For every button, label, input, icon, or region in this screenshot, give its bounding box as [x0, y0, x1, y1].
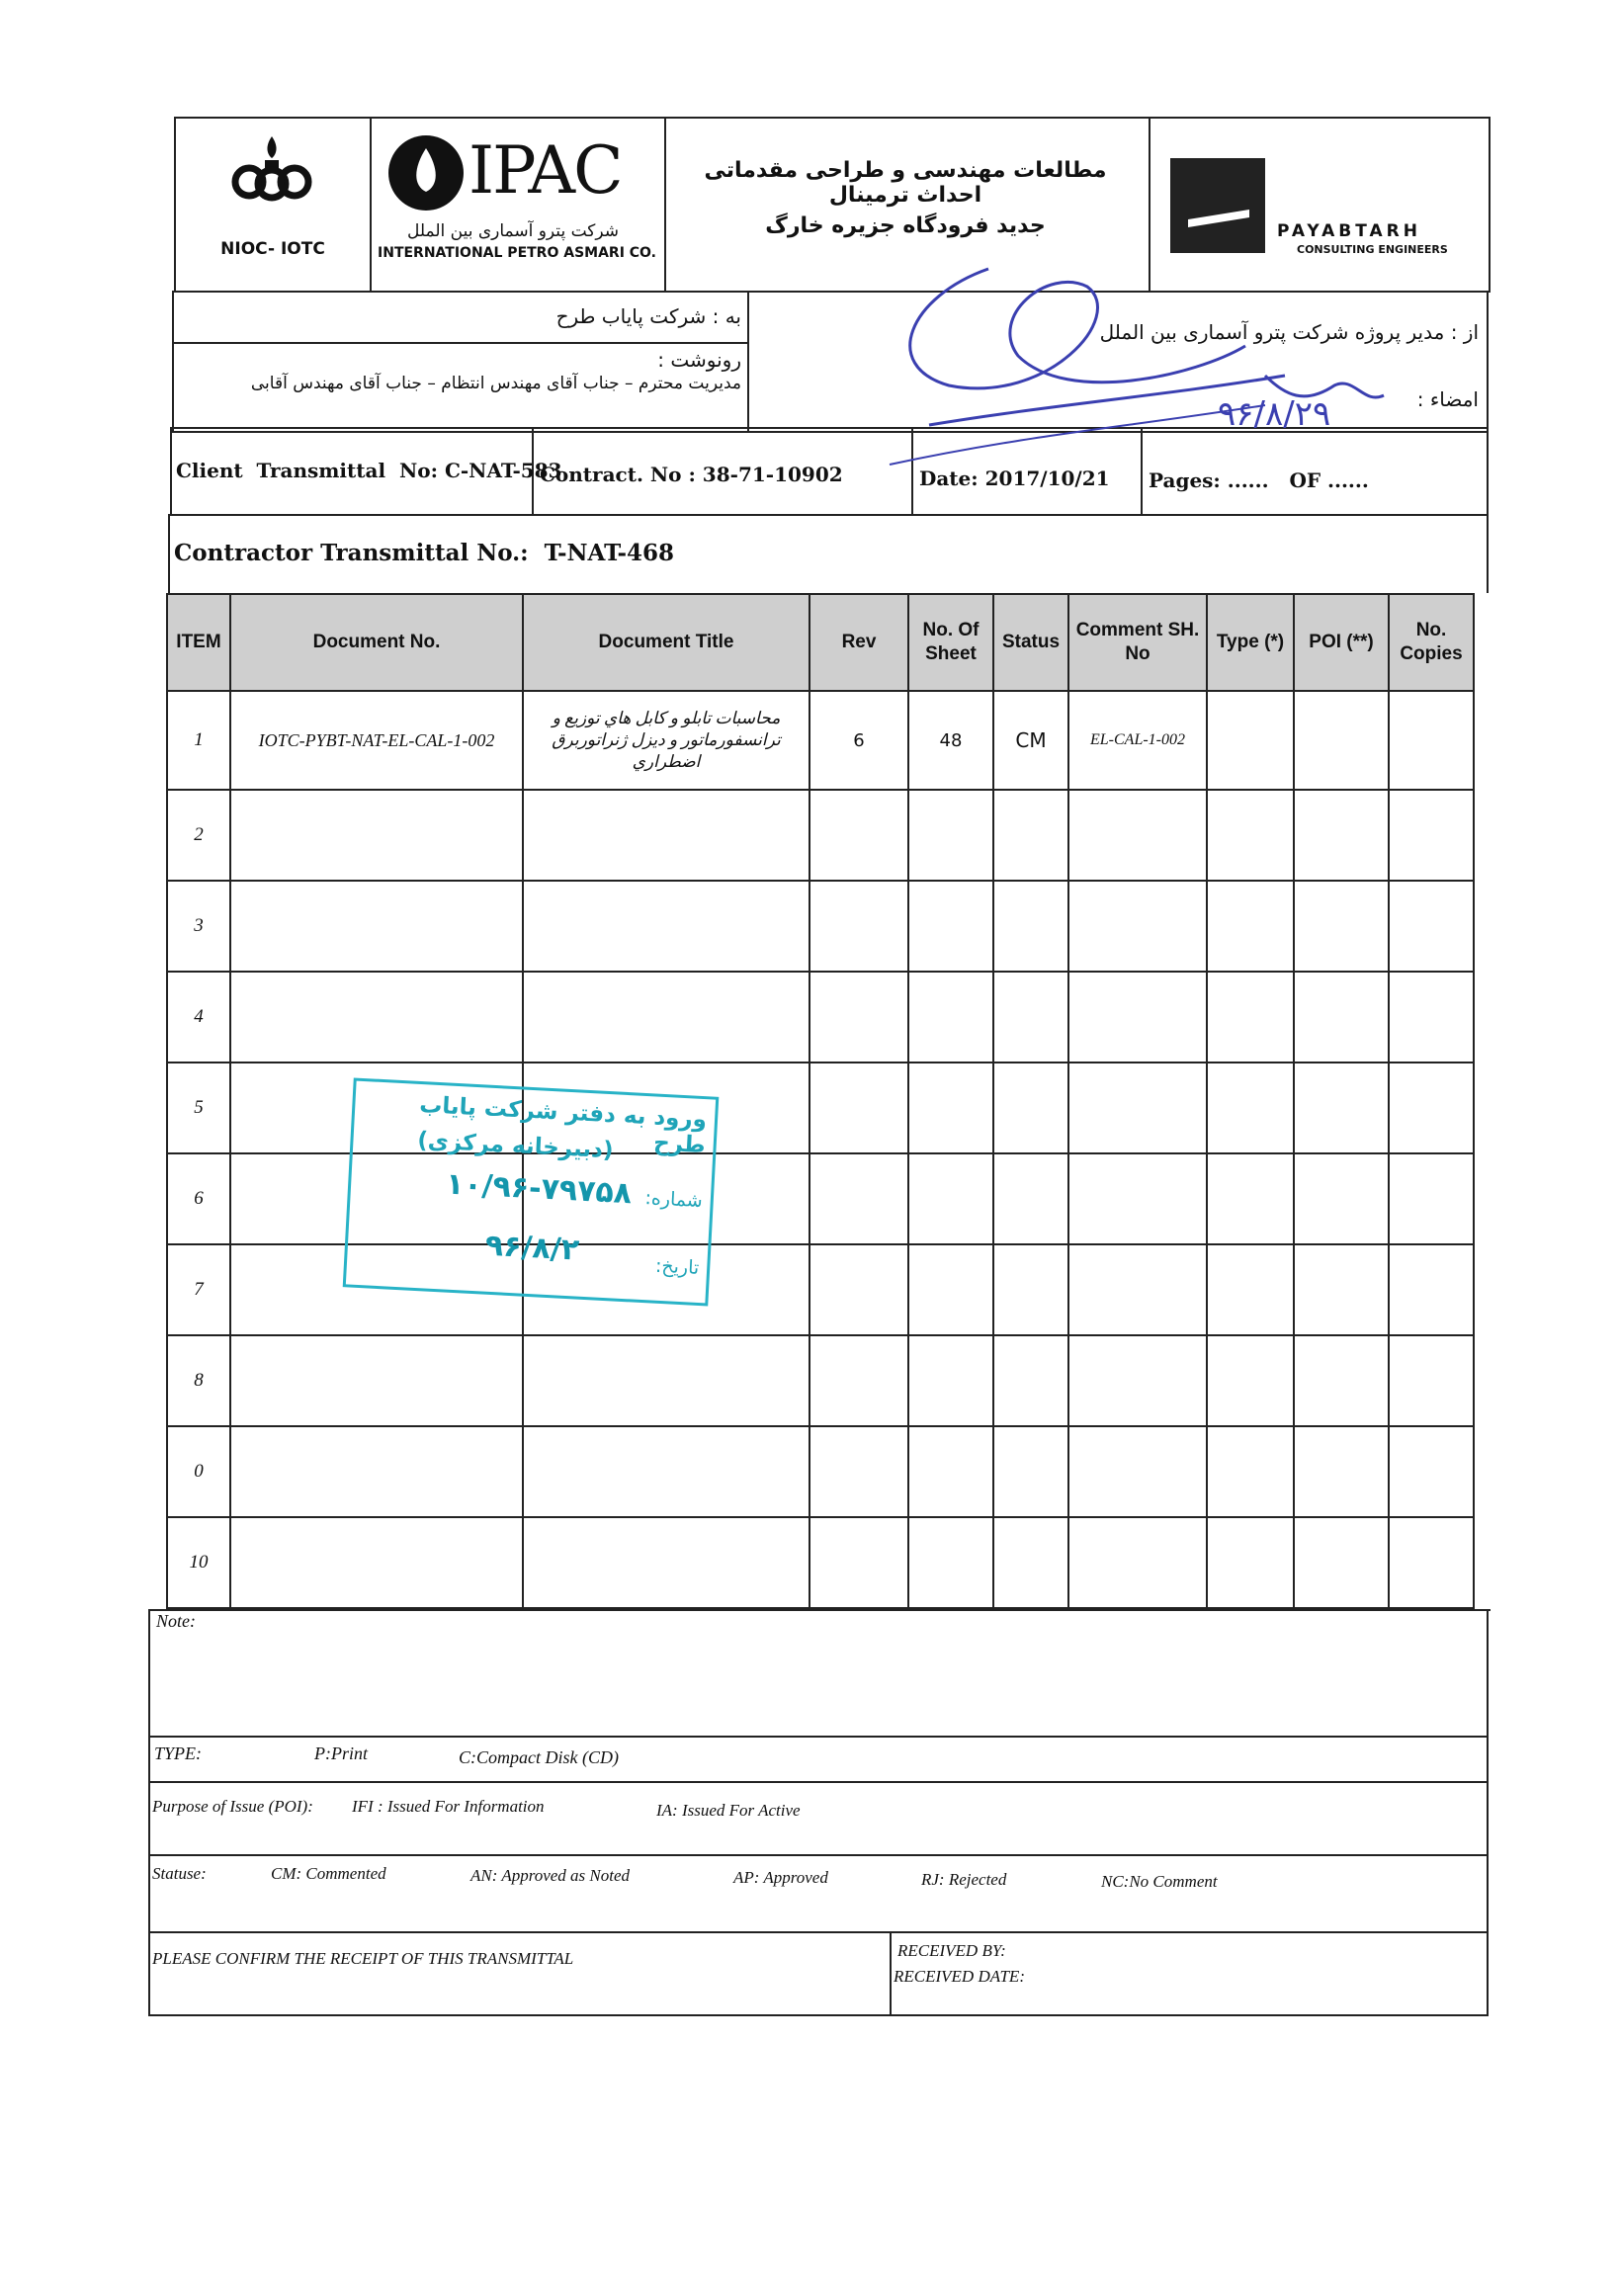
signature-label: امضاء :	[1416, 387, 1479, 411]
status-cm: CM: Commented	[271, 1864, 386, 1883]
type-compact-disk: C:Compact Disk (CD)	[459, 1747, 619, 1767]
status-rj: RJ: Rejected	[921, 1870, 1007, 1889]
table-row	[167, 1335, 1474, 1426]
client-transmittal-no: Client Transmittal No: C-NAT-583	[176, 459, 562, 482]
stamp-date-label: تاریخ:	[654, 1254, 700, 1279]
col-status: Status	[993, 594, 1068, 691]
row-item: 7	[167, 1244, 230, 1335]
row-item: 3	[167, 881, 230, 972]
row-item: 10	[167, 1517, 230, 1608]
type-label: TYPE:	[154, 1743, 203, 1763]
poi-ifi: IFI : Issued For Information	[352, 1797, 545, 1816]
payabtarh-subtitle: CONSULTING ENGINEERS	[1297, 243, 1448, 256]
svg-text:۹۶/۸/۲۹: ۹۶/۸/۲۹	[1218, 394, 1331, 434]
row-comment-sh: EL-CAL-1-002	[1068, 691, 1207, 790]
ipac-persian-name: شرکت پترو آسماری بین الملل	[406, 221, 619, 241]
transmittal-date: Date: 2017/10/21	[919, 467, 1110, 490]
row-poi	[1294, 691, 1389, 790]
row-item: 1	[167, 691, 230, 790]
col-no-copies: No. Copies	[1389, 594, 1474, 691]
note-label: Note:	[156, 1611, 196, 1631]
table-header-row	[167, 594, 1474, 691]
receipt-stamp	[343, 1077, 720, 1306]
col-item: ITEM	[167, 594, 230, 691]
ipac-drop-icon	[383, 130, 469, 215]
table-row	[167, 790, 1474, 881]
stamp-number-value: ۱۰/۹۶-۷۹۷۵۸	[445, 1166, 633, 1212]
row-document-no: IOTC-PYBT-NAT-EL-CAL-1-002	[230, 691, 523, 790]
stamp-number-label: شماره:	[644, 1187, 704, 1213]
col-rev: Rev	[810, 594, 908, 691]
ipac-logo-text: IPAC	[469, 132, 622, 209]
nioc-caption: NIOC- IOTC	[220, 239, 325, 259]
row-type	[1207, 691, 1294, 790]
status-ap: AP: Approved	[733, 1868, 828, 1887]
row-status: CM	[993, 691, 1068, 790]
contractor-transmittal-row	[168, 514, 1489, 593]
contractor-transmittal-no: Contractor Transmittal No.: T-NAT-468	[174, 540, 675, 566]
project-title-line1: مطالعات مهندسی و طراحی مقدماتی احداث ترمینال	[704, 158, 1107, 208]
col-no-of-sheet: No. Of Sheet	[908, 594, 993, 691]
notes-legend-section	[148, 1609, 1489, 2016]
row-sheets: 48	[908, 691, 993, 790]
nioc-logo-cell	[176, 119, 372, 291]
to-line: به : شرکت پایاب طرح	[555, 304, 741, 328]
row-item: 8	[167, 1335, 230, 1426]
type-print: P:Print	[314, 1743, 368, 1763]
payabtarh-name: PAYABTARH	[1277, 221, 1421, 241]
status-legend-label: Statuse:	[152, 1864, 207, 1883]
status-an: AN: Approved as Noted	[470, 1866, 631, 1885]
ipac-english-name: INTERNATIONAL PETRO ASMARI CO.	[378, 245, 656, 261]
cc-text: مدیریت محترم – جناب آقای مهندس انتظام – جناب آقای مهندس آقابی	[250, 374, 741, 393]
table-row	[167, 1517, 1474, 1608]
row-item: 5	[167, 1063, 230, 1153]
col-type: Type (*)	[1207, 594, 1294, 691]
col-document-title: Document Title	[523, 594, 810, 691]
table-row	[167, 972, 1474, 1063]
received-by-label: RECEIVED BY:	[897, 1941, 1006, 1960]
received-date-label: RECEIVED DATE:	[894, 1967, 1025, 1986]
stamp-line1: ورود به دفتر شرکت پایاب طرح	[418, 1092, 708, 1159]
row-item: 6	[167, 1153, 230, 1244]
ipac-logo-cell	[370, 119, 666, 291]
cc-label: رونوشت :	[657, 348, 741, 372]
table-row	[167, 881, 1474, 972]
table-row	[167, 1426, 1474, 1517]
nioc-logo-icon	[227, 132, 316, 210]
col-poi: POI (**)	[1294, 594, 1389, 691]
payabtarh-logo-icon	[1170, 158, 1265, 253]
poi-label: Purpose of Issue (POI):	[152, 1797, 313, 1816]
status-nc: NC:No Comment	[1101, 1872, 1218, 1891]
row-rev: 6	[810, 691, 908, 790]
pages-count: Pages: ...... OF ......	[1149, 468, 1369, 492]
confirm-receipt-text: PLEASE CONFIRM THE RECEIPT OF THIS TRANSMITTAL	[152, 1949, 574, 1968]
row-copies	[1389, 691, 1474, 790]
from-line: از : مدیر پروژه شرکت پترو آسماری بین الملل	[1099, 320, 1479, 344]
handwritten-signature	[870, 257, 1423, 474]
addressing-left	[174, 293, 749, 431]
col-comment-sh-no: Comment SH. No	[1068, 594, 1207, 691]
row-item: 4	[167, 972, 230, 1063]
contract-no: Contract. No : 38-71-10902	[540, 463, 843, 486]
col-document-no: Document No.	[230, 594, 523, 691]
stamp-line2: (دبیرخانه مرکزی)	[416, 1127, 615, 1164]
poi-ia: IA: Issued For Active	[656, 1801, 801, 1820]
row-item: 2	[167, 790, 230, 881]
stamp-date-value: ۹۶/۸/۲	[484, 1228, 580, 1268]
project-title-line2: جدید فرودگاه جزیره خارگ	[765, 213, 1046, 238]
table-row	[167, 691, 1474, 790]
row-item: 0	[167, 1426, 230, 1517]
row-document-title: محاسبات تابلو و کابل هاي توزيع و ترانسفورماتور و ديزل ژنراتوربرق اضطراري	[523, 691, 810, 790]
